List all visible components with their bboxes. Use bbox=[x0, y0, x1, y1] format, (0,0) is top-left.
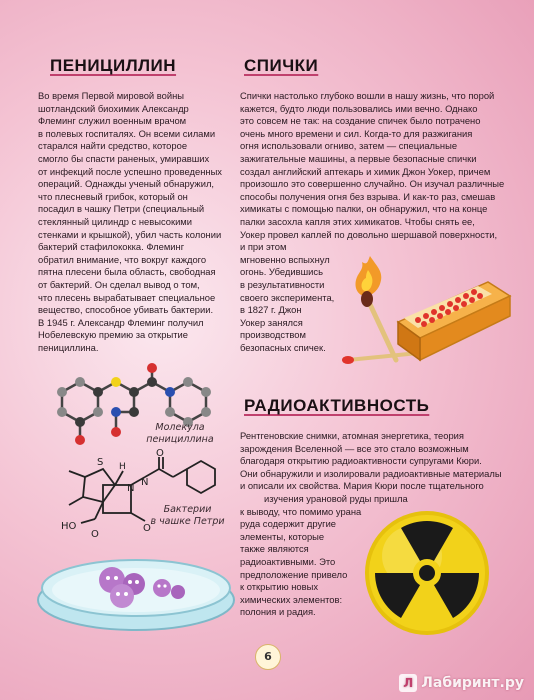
text-line: в результативности bbox=[240, 278, 325, 290]
text-line: Спички настолько глубоко вошли в нашу жизнь, что порой bbox=[240, 90, 495, 101]
text-line: шотландский биохимик Александр bbox=[38, 102, 189, 114]
text-line: обратил внимание, что вокруг каждого bbox=[38, 253, 207, 265]
text-line: очень много времени и сил. Когда-то для разжигания bbox=[240, 127, 473, 139]
watermark-text: Лабиринт.ру bbox=[421, 675, 524, 691]
text-line: создал английский аптекарь и химик Джон Уокер, причем bbox=[240, 165, 491, 177]
text-line: что плесень вырабатывает специальное bbox=[38, 291, 216, 303]
text-line: руда содержит другие bbox=[240, 518, 337, 530]
formula-oxygen-1: O bbox=[156, 448, 164, 459]
text-line: старался найти средство, которое bbox=[38, 140, 188, 152]
caption-line: Бактерии bbox=[163, 504, 212, 515]
text-line: своего эксперимента, bbox=[240, 291, 335, 303]
text-line: что плесневый грибок, который он bbox=[38, 190, 188, 202]
text-line: к открытию новых bbox=[240, 581, 319, 593]
page-number: 6 bbox=[255, 644, 281, 670]
text-line: в полевых госпиталях. Он всеми силами bbox=[38, 127, 216, 139]
bacteria-caption bbox=[150, 504, 225, 528]
text-line: производством bbox=[240, 329, 306, 341]
watermark bbox=[399, 674, 524, 692]
formula-nitrogen-1: N bbox=[127, 483, 135, 494]
text-line: зажигательные машины, а первые безопасные спички bbox=[240, 152, 477, 164]
text-line: стенками и крышкой), убил часть колонии bbox=[38, 228, 222, 240]
penicillin-heading: ПЕНИЦИЛЛИН bbox=[50, 56, 177, 75]
text-line: также являются bbox=[240, 543, 309, 555]
text-line: вещество, способное убивать бактерии. bbox=[38, 304, 214, 316]
radiation-icon bbox=[362, 508, 492, 638]
text-line: безопасных спичек. bbox=[240, 341, 326, 353]
matches-illustration bbox=[338, 252, 513, 370]
penicillin-text bbox=[38, 90, 228, 354]
text-line: пенициллина. bbox=[38, 341, 99, 353]
text-line: пятна плесени была область, свободная bbox=[38, 266, 216, 278]
text-line: и описали их свойства. Мария Кюри после тщательного bbox=[240, 480, 484, 492]
text-line: смогло бы спасти раненых, умиравших bbox=[38, 152, 210, 164]
text-line: стеклянный цилиндр с невысокими bbox=[38, 215, 192, 227]
text-line: предположение привело bbox=[240, 568, 348, 580]
caption-line: пенициллина bbox=[146, 434, 214, 445]
text-line: огонь. Убедившись bbox=[240, 266, 323, 278]
watermark-logo-icon: Л bbox=[399, 674, 417, 692]
text-line: к выводу, что помимо урана bbox=[240, 505, 362, 517]
caption-line: в чашке Петри bbox=[150, 516, 225, 527]
formula-hydroxyl: HO bbox=[61, 521, 77, 532]
text-line: Уокер занялся bbox=[240, 316, 303, 328]
text-line: Флеминг служил военным врачом bbox=[38, 115, 187, 127]
text-line: операций. Однажды ученый обнаружил, bbox=[38, 178, 215, 190]
text-line: В 1945 г. Александр Флеминг получил bbox=[38, 316, 204, 328]
radioactivity-heading: РАДИОАКТИВНОСТЬ bbox=[244, 396, 430, 415]
text-line: изучения урановой руды пришла bbox=[264, 492, 408, 504]
formula-nitrogen-2: N bbox=[141, 477, 149, 488]
formula-oxygen-2: O bbox=[143, 523, 151, 534]
formula-hydrogen: H bbox=[119, 462, 126, 472]
text-line: элементы, которые bbox=[240, 530, 325, 542]
text-line: способы получения огня без взрыва. И как-то раз, смешав bbox=[240, 190, 496, 202]
text-line: Нобелевскую премию за открытие bbox=[38, 329, 188, 341]
text-line: это совсем не так: на создание спичек было потрачено bbox=[240, 115, 481, 127]
text-line: Во время Первой мировой войны bbox=[38, 90, 184, 101]
text-line: Уокер провел каплей по довольно шершавой поверхности, bbox=[240, 228, 498, 240]
text-line: химических элементов: bbox=[240, 593, 343, 605]
text-line: посадил в чашку Петри (специальный bbox=[38, 203, 205, 215]
text-line: химикаты с помощью палки, он обнаружил, что на конце bbox=[240, 203, 488, 215]
matchbox bbox=[398, 282, 510, 360]
caption-line: Молекула bbox=[155, 422, 205, 433]
molecule-caption bbox=[140, 422, 220, 446]
text-line: благодаря открытию радиоактивности супругами Кюри. bbox=[240, 455, 482, 467]
text-line: палки засохла капля этих химикатов. Чтобы снять ее, bbox=[240, 215, 475, 227]
text-line: и при этом bbox=[240, 241, 287, 253]
text-line: от бактерий. Он сделал вывод о том, bbox=[38, 278, 200, 290]
formula-sulfur: S bbox=[97, 457, 104, 468]
text-line: мгновенно вспыхнул bbox=[240, 253, 330, 265]
formula-oxygen-3: O bbox=[91, 529, 99, 540]
text-line: огня использовали огниво, затем — специальные bbox=[240, 140, 458, 152]
text-line: радиоактивными. Это bbox=[240, 555, 336, 567]
text-line: в 1827 г. Джон bbox=[240, 304, 302, 316]
text-line: Рентгеновские снимки, атомная энергетика, теория bbox=[240, 430, 464, 441]
text-line: полония и радия. bbox=[240, 606, 316, 618]
text-line: бактерий стафилококка. Флеминг bbox=[38, 241, 185, 253]
text-line: Они обнаружили и изолировали радиоактивные материалы bbox=[240, 467, 502, 479]
text-line: зарождения Вселенной — все это стало возможным bbox=[240, 442, 469, 454]
text-line: от инфекций после успешно проведенных bbox=[38, 165, 222, 177]
text-line: произошло это совершенно случайно. Он изучал различные bbox=[240, 178, 505, 190]
text-line: кажется, будто люди пользовались ими вечно. Однако bbox=[240, 102, 478, 114]
matches-heading: СПИЧКИ bbox=[244, 56, 319, 75]
petri-dish-illustration bbox=[34, 540, 239, 635]
